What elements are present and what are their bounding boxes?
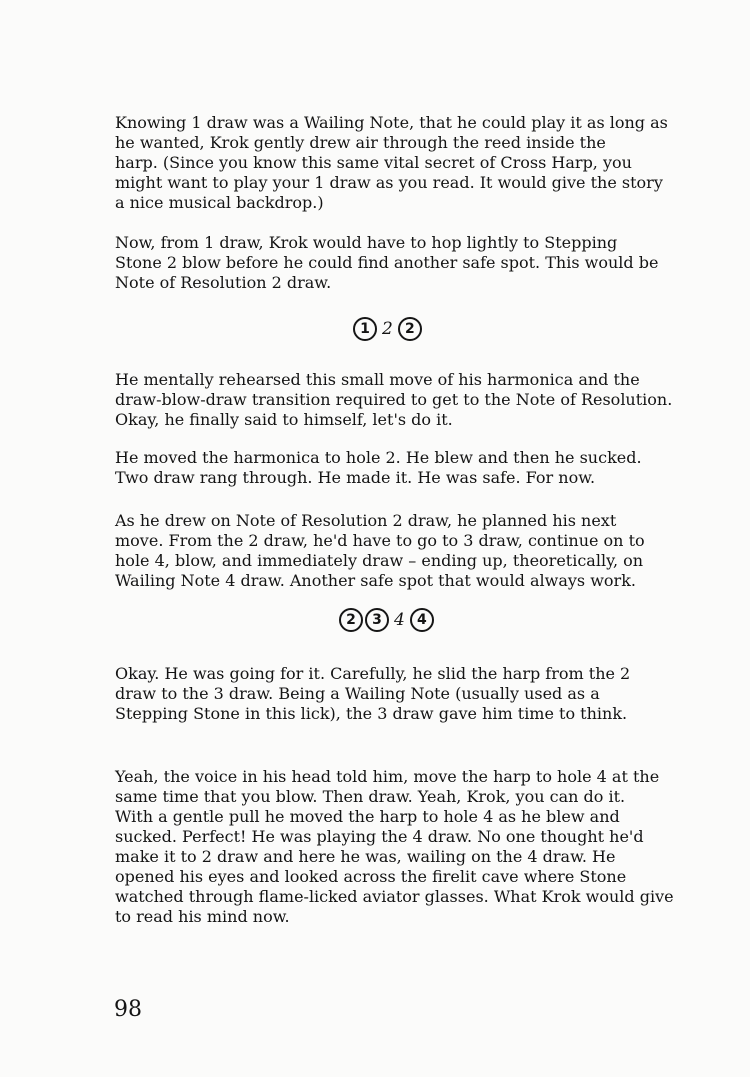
draw-hole-marker: 2 [339,608,363,632]
page-number: 98 [114,997,142,1022]
text-line: a nice musical backdrop.) [115,193,324,212]
text-line: Stone 2 blow before he could find another safe spot. This would be [115,253,659,272]
draw-hole-marker: 2 [398,317,422,341]
text-line: He mentally rehearsed this small move of his harmonica and the [115,370,640,389]
blow-hole-marker: 4 [394,610,405,630]
paragraph-2 [115,233,659,293]
text-line: Yeah, the voice in his head told him, move the harp to hole 4 at the [115,767,660,786]
text-line: Okay, he finally said to himself, let's do it. [115,410,453,429]
text-line: Now, from 1 draw, Krok would have to hop lightly to Stepping [115,233,618,252]
text-line: With a gentle pull he moved the harp to hole 4 as he blew and [115,807,620,826]
text-line: draw-blow-draw transition required to get to the Note of Resolution. [115,390,673,409]
draw-hole-marker: 1 [353,317,377,341]
paragraph-1 [115,113,668,213]
text-line: Wailing Note 4 draw. Another safe spot that would always work. [115,571,636,590]
text-line: watched through flame-licked aviator glasses. What Krok would give [115,887,674,906]
paragraph-3 [115,370,673,430]
text-line: As he drew on Note of Resolution 2 draw, he planned his next [115,511,617,530]
text-line: Okay. He was going for it. Carefully, he slid the harp from the 2 [115,664,631,683]
paragraph-7 [115,767,674,927]
text-line: opened his eyes and looked across the firelit cave where Stone [115,867,627,886]
text-line: harp. (Since you know this same vital secret of Cross Harp, you [115,153,632,172]
text-line: move. From the 2 draw, he'd have to go to 3 draw, continue on to [115,531,645,550]
text-line: same time that you blow. Then draw. Yeah, Krok, you can do it. [115,787,626,806]
blow-hole-marker: 2 [382,319,393,339]
text-line: to read his mind now. [115,907,290,926]
text-line: sucked. Perfect! He was playing the 4 draw. No one thought he'd [115,827,644,846]
text-line: hole 4, blow, and immediately draw – ending up, theoretically, on [115,551,644,570]
paragraph-6 [115,664,643,724]
text-line: draw to the 3 draw. Being a Wailing Note (usually used as a [115,684,600,703]
text-line: he wanted, Krok gently drew air through the reed inside the [115,133,606,152]
draw-hole-marker: 3 [365,608,389,632]
draw-hole-marker: 4 [410,608,434,632]
paragraph-4 [115,448,643,488]
text-line: He moved the harmonica to hole 2. He blew and then he sucked. [115,448,642,467]
text-line: Knowing 1 draw was a Wailing Note, that he could play it as long as [115,113,668,132]
text-line: Two draw rang through. He made it. He was safe. For now. [115,468,596,487]
text-line: Note of Resolution 2 draw. [115,273,332,292]
text-line: make it to 2 draw and here he was, wailing on the 4 draw. He [115,847,616,866]
harmonica-notation-2 [339,603,434,637]
harmonica-notation-1 [353,312,422,346]
text-line: might want to play your 1 draw as you read. It would give the story [115,173,663,192]
text-line: Stepping Stone in this lick), the 3 draw gave him time to think. [115,704,628,723]
paragraph-5 [115,511,643,591]
